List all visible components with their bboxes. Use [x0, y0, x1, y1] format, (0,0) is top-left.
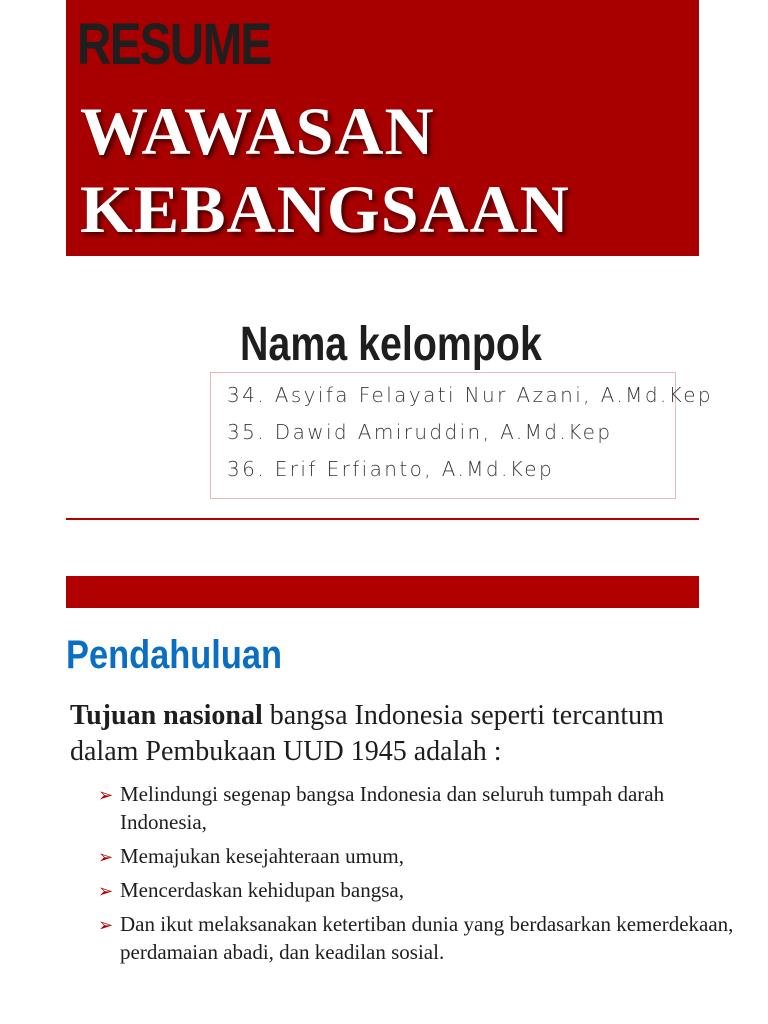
list-item-text: Mencerdaskan kehidupan bangsa,	[120, 878, 404, 902]
intro-bold: Tujuan nasional	[70, 700, 263, 731]
list-item-text: Dan ikut melaksanakan ketertiban dunia yang berdasarkan kemerdekaan, perdamaian abadi, dan keadilan sosial.	[120, 912, 734, 964]
list-item	[98, 876, 738, 904]
member-36: 36. Erif Erfianto, A.Md.Kep	[227, 457, 555, 481]
list-item	[98, 842, 738, 870]
objectives-list	[98, 780, 738, 972]
intro-paragraph	[70, 698, 690, 770]
group-heading: Nama kelompok	[240, 318, 542, 371]
member-35: 35. Dawid Amiruddin, A.Md.Kep	[227, 420, 613, 444]
arrow-bullet-icon: ➢	[98, 847, 114, 868]
members-box	[210, 372, 714, 499]
section-red-bar	[66, 576, 699, 608]
divider-line	[66, 518, 699, 520]
list-item-text: Melindungi segenap bangsa Indonesia dan seluruh tumpah darah Indonesia,	[120, 782, 665, 834]
intro-rest: bangsa Indonesia seperti tercantum dalam Pembukaan UUD 1945 adalah :	[70, 700, 664, 767]
arrow-bullet-icon: ➢	[98, 785, 114, 806]
list-item	[98, 780, 738, 836]
arrow-bullet-icon: ➢	[98, 881, 114, 902]
list-item-text: Memajukan kesejahteraan umum,	[120, 844, 404, 868]
resume-label: RESUME	[77, 12, 271, 77]
section-title: Pendahuluan	[66, 633, 282, 677]
main-title	[80, 92, 570, 248]
arrow-bullet-icon: ➢	[98, 915, 114, 936]
list-item	[98, 910, 738, 966]
main-title-line-2: KEBANGSAAN	[80, 171, 570, 247]
member-34: 34. Asyifa Felayati Nur Azani, A.Md.Kep	[227, 383, 714, 407]
title-banner	[66, 0, 699, 256]
main-title-line-1: WAWASAN	[80, 93, 435, 169]
